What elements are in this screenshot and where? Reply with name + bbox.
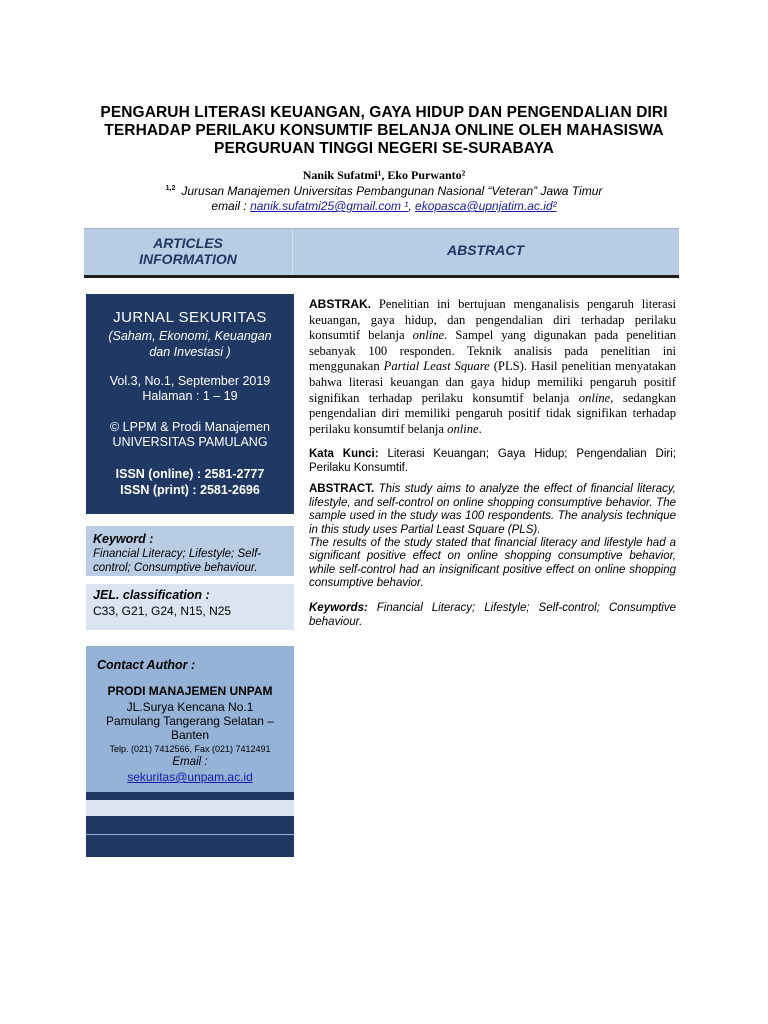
articles-information-heading — [84, 235, 292, 267]
keywords-label: Keywords: — [309, 601, 368, 614]
contact-email-link[interactable]: sekuritas@unpam.ac.id — [127, 770, 253, 784]
abstrak-text: , sedangkan pengendalian diri memiliki pengaruh positif tidak signifikan terhadap perilaku konsumtif belanja — [309, 390, 677, 436]
email-label: email : — [211, 199, 247, 213]
issn-online: ISSN (online) : 2581-2777 — [115, 467, 265, 481]
author-list: Nanik Sufatmi¹, Eko Purwanto² — [302, 168, 466, 182]
abstrak-text: . — [478, 421, 482, 436]
contact-address-line2: Pamulang Tangerang Selatan – — [106, 714, 274, 728]
articles-information-line2: INFORMATION — [139, 251, 237, 267]
jel-classification-box — [86, 584, 294, 630]
contact-prodi: PRODI MANAJEMEN UNPAM — [107, 684, 273, 698]
keyword-text: Financial Literacy; Lifestyle; Self-control; Consumptive behaviour. — [93, 548, 262, 574]
jel-heading: JEL. classification : — [93, 588, 210, 602]
kata-kunci — [309, 447, 676, 475]
abstrak-indonesian — [309, 297, 676, 437]
journal-pages: Halaman : 1 – 19 — [142, 389, 238, 403]
journal-copyright — [86, 420, 294, 450]
abstrak-text: Penelitian ini bertujuan menganalisis pengaruh literasi keuangan, gaya hidup, dan pengendalian diri terhadap perilaku konsumtif belanja — [309, 297, 676, 343]
journal-name: JURNAL SEKURITAS — [113, 309, 267, 326]
contact-address-line1: JL.Surya Kencana No.1 — [126, 700, 254, 714]
contact-phone: Telp. (021) 7412566, Fax (021) 7412491 — [109, 744, 271, 754]
kata-kunci-text: Literasi Keuangan; Gaya Hidup; Pengendalian Diri; Perilaku Konsumtif. — [309, 448, 676, 475]
contact-address-line3: Banten — [170, 728, 210, 742]
decorative-strip — [86, 792, 294, 800]
contact-heading: Contact Author : — [97, 658, 196, 672]
affiliation-text: Jurusan Manajemen Universitas Pembangunan Nasional “Veteran” Jawa Timur — [181, 184, 603, 198]
abstract-column — [309, 297, 676, 629]
abstrak-emphasis: online — [447, 421, 479, 436]
contact-address — [86, 700, 294, 742]
decorative-strip — [86, 800, 294, 816]
section-header-band — [84, 228, 679, 278]
abstrak-label: ABSTRAK. — [309, 297, 371, 311]
kata-kunci-label: Kata Kunci: — [309, 448, 379, 461]
journal-copyright-line1: © LPPM & Prodi Manajemen — [110, 420, 270, 434]
affiliation-marker: 1,2 — [165, 185, 176, 192]
journal-info-box — [86, 294, 294, 514]
contact-author-box — [86, 646, 294, 792]
paper-title: PENGARUH LITERASI KEUANGAN, GAYA HIDUP DAN PENGENDALIAN DIRI TERHADAP PERILAKU KONSUMTIF BELANJA ONLINE OLEH MAHASISWA PERGURUAN TINGGI NEGERI SE-SURABAYA — [100, 104, 668, 157]
journal-volume-text: Vol.3, No.1, September 2019 — [109, 374, 271, 388]
email-line — [0, 199, 768, 213]
jel-codes: C33, G21, G24, N15, N25 — [93, 604, 232, 618]
decorative-strip — [86, 816, 294, 834]
journal-subtitle-line2: dan Investasi ) — [149, 345, 231, 359]
affiliation — [0, 184, 768, 198]
contact-email-label: Email : — [172, 756, 208, 768]
abstract-paragraph-2: The results of the study stated that financial literacy and lifestyle had a significant positive effect on online shopping consumptive behavior, while self-control had an insignificant positive effect on online shopping consumptive behavior. — [309, 536, 676, 590]
author1-email-link[interactable]: nanik.sufatmi25@gmail.com ¹ — [250, 199, 409, 213]
journal-subtitle-line1: (Saham, Ekonomi, Keuangan — [108, 329, 272, 343]
journal-issn — [86, 466, 294, 498]
email-separator: , — [408, 199, 412, 213]
journal-volume — [86, 374, 294, 404]
keywords-text: Financial Literacy; Lifestyle; Self-control; Consumptive behaviour. — [309, 601, 676, 628]
keyword-box — [86, 526, 294, 576]
keywords-english — [309, 601, 676, 629]
issn-print: ISSN (print) : 2581-2696 — [120, 483, 260, 497]
abstract-english — [309, 483, 676, 590]
abstract-heading: ABSTRACT — [447, 242, 524, 258]
journal-copyright-line2: UNIVERSITAS PAMULANG — [112, 435, 268, 449]
keyword-heading: Keyword : — [93, 532, 154, 546]
abstrak-emphasis: Partial Least Square — [383, 359, 490, 374]
journal-subtitle — [86, 328, 294, 360]
abstrak-emphasis: online — [578, 390, 611, 405]
abstract-label: ABSTRACT. — [309, 483, 375, 496]
abstrak-text: . Sampel yang digunakan pada penelitian sebanyak 100 responden. Teknik analisis pada penelitian ini menggunakan — [309, 328, 677, 374]
author2-email-link[interactable]: ekopasca@upnjatim.ac.id² — [415, 199, 557, 213]
abstrak-emphasis: online — [412, 328, 445, 343]
abstract-paragraph-1: This study aims to analyze the effect of financial literacy, lifestyle, and self-control on online shopping consumptive behavior. The sample used in the study was 100 respondents. The analysis technique in this study uses Partial Least Square (PLS). — [309, 483, 676, 536]
abstrak-text: (PLS). Hasil penelitian menyatakan bahwa literasi keuangan dan gaya hidup memiliki pengaruh positif signifikan terhadap perilaku konsumtif belanja — [309, 359, 676, 405]
decorative-strip — [86, 834, 294, 857]
articles-information-line1: ARTICLES — [153, 235, 223, 251]
